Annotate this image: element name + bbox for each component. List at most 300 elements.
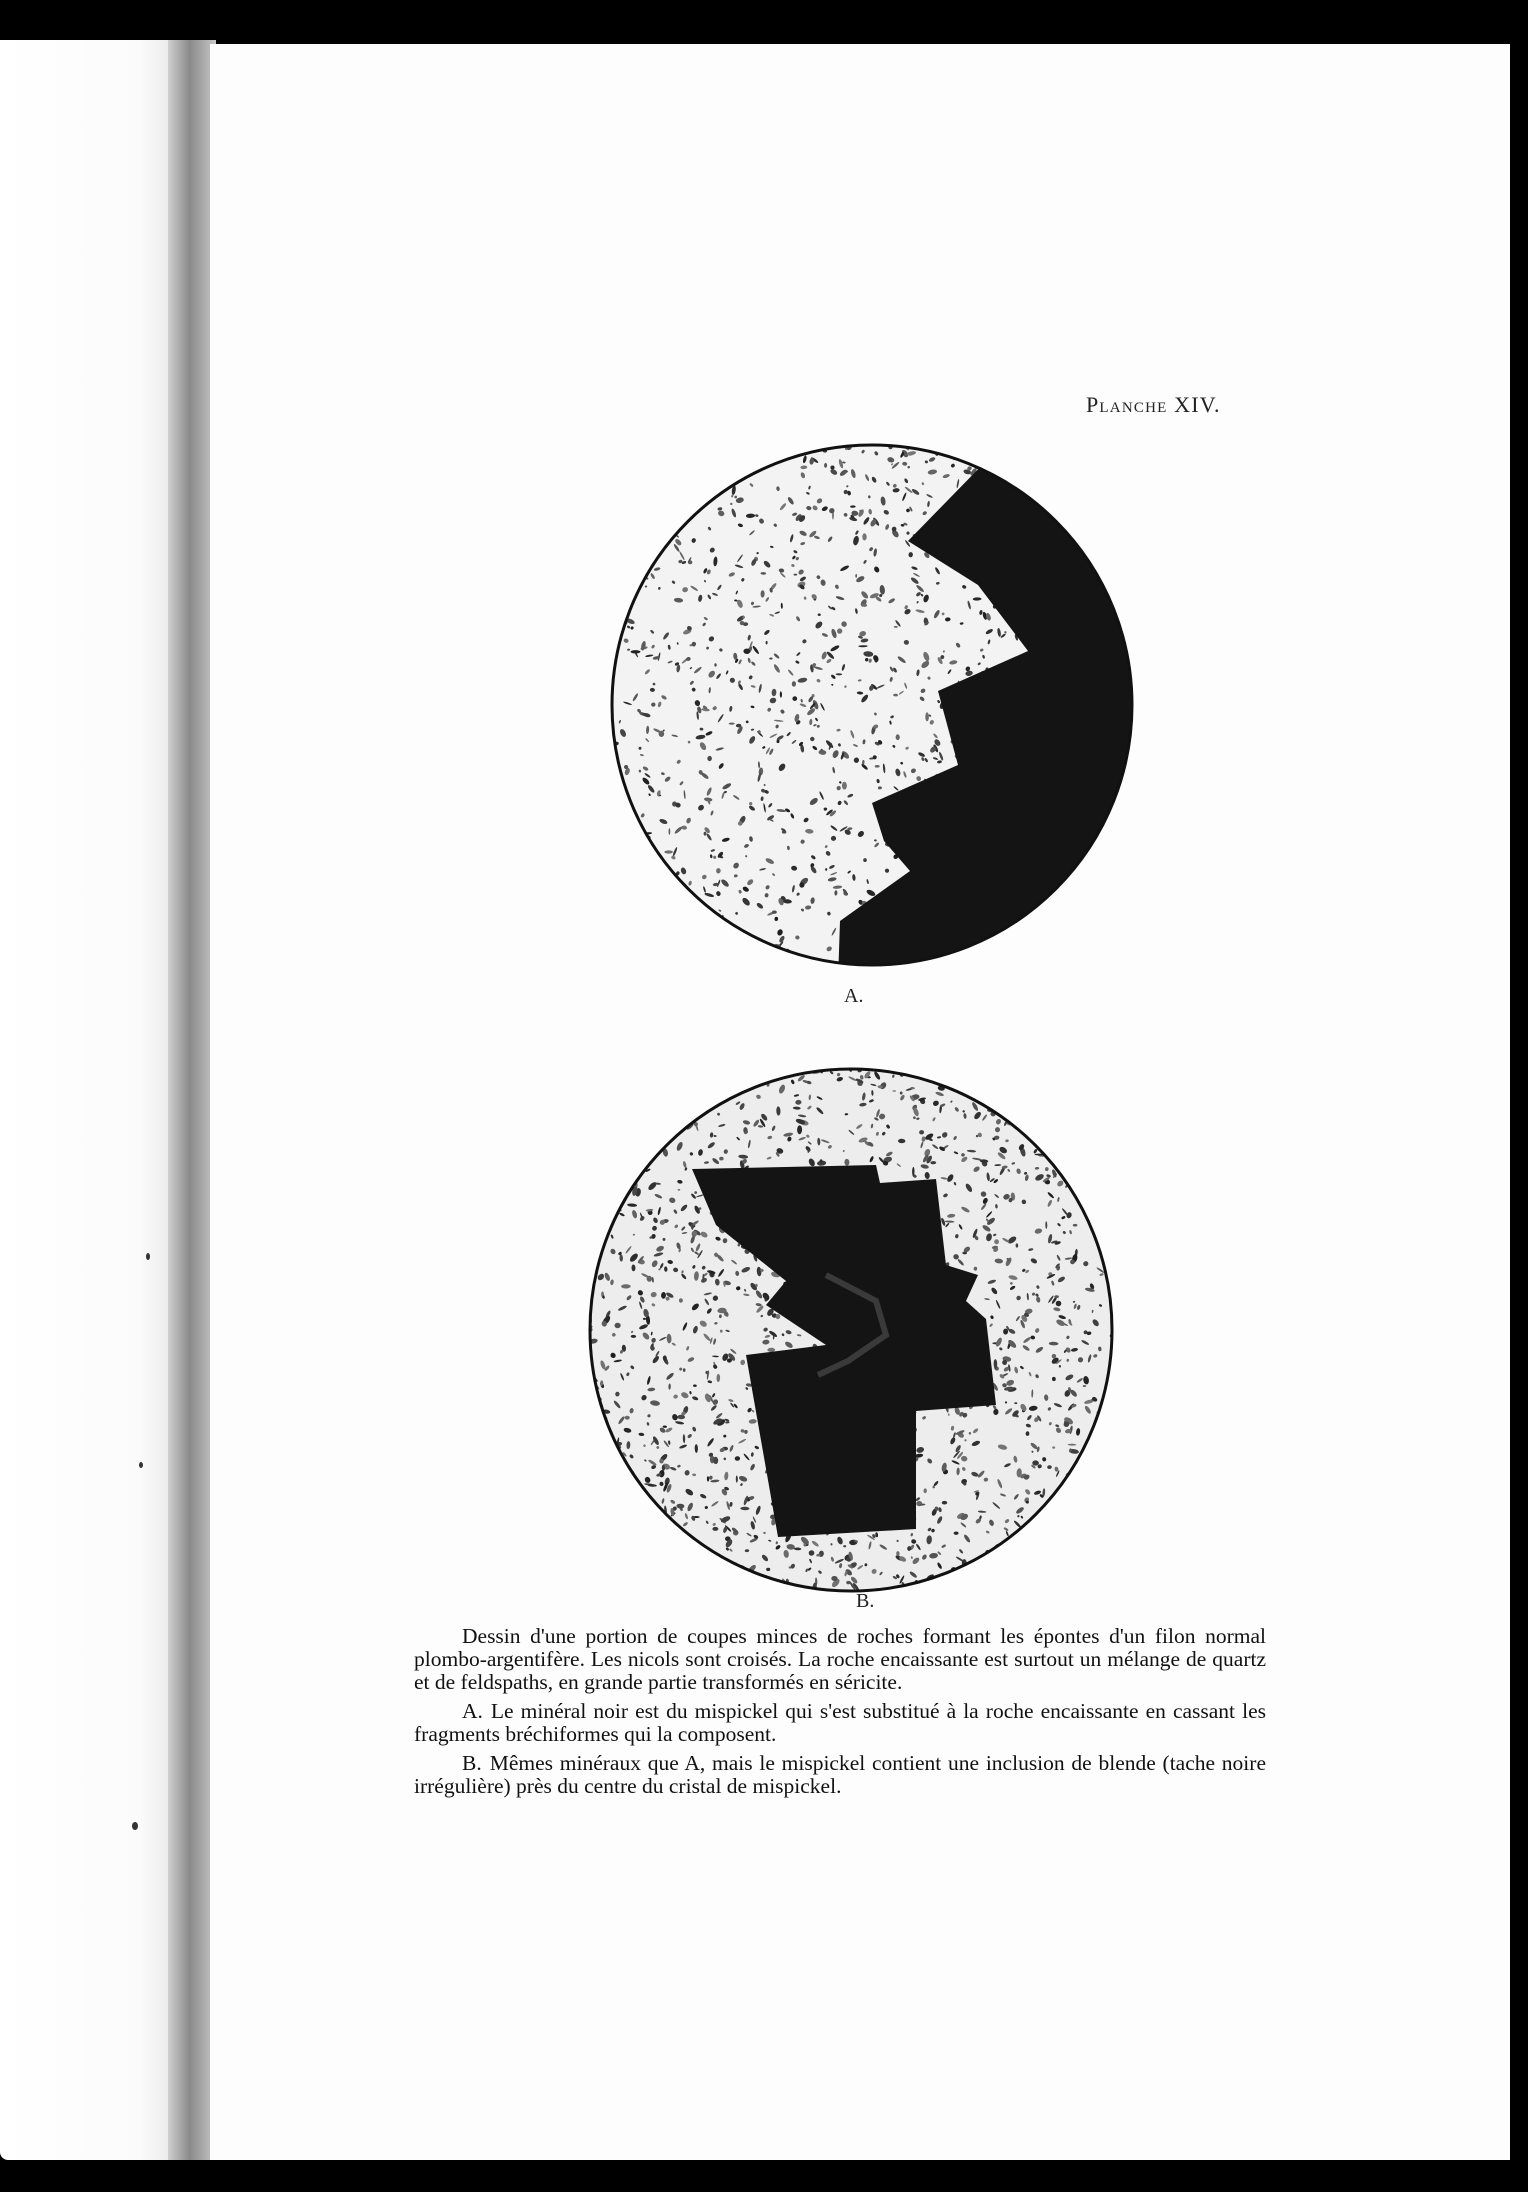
rock-speck (886, 1592, 894, 1595)
rock-speck (1127, 958, 1135, 965)
rock-speck (1071, 932, 1075, 935)
rock-speck (1087, 869, 1095, 876)
rock-speck (1034, 924, 1038, 929)
rock-speck (1024, 1543, 1029, 1549)
rock-speck (628, 525, 636, 529)
page-speck (139, 1462, 143, 1468)
rock-speck (1048, 471, 1054, 476)
rock-speck (745, 959, 748, 961)
rock-speck (675, 1074, 679, 1083)
rock-speck (629, 1158, 636, 1166)
rock-speck (706, 913, 711, 918)
rock-speck (933, 1065, 938, 1071)
plate-caption (414, 1625, 1266, 1804)
rock-speck (1068, 1506, 1074, 1512)
rock-speck (1120, 934, 1129, 939)
rock-speck (614, 893, 621, 901)
rock-speck (1072, 1471, 1082, 1479)
rock-speck (611, 1206, 616, 1210)
rock-speck (621, 1494, 626, 1501)
rock-speck (711, 1087, 720, 1098)
rock-speck (608, 451, 611, 456)
rock-speck (1074, 1474, 1081, 1481)
rock-speck (590, 1519, 599, 1522)
rock-speck (616, 1510, 620, 1516)
rock-speck (1095, 458, 1101, 464)
rock-speck (1133, 642, 1136, 646)
rock-speck (1124, 858, 1128, 863)
rock-speck (590, 1198, 596, 1205)
rock-speck (613, 1186, 622, 1190)
rock-speck (651, 532, 656, 534)
rock-speck (640, 1576, 645, 1581)
rock-speck (1065, 1139, 1071, 1145)
rock-speck (680, 1097, 685, 1102)
rock-speck (596, 1436, 606, 1442)
rock-speck (629, 565, 635, 575)
rock-speck (662, 898, 671, 908)
rock-speck (1077, 466, 1085, 474)
rock-speck (1034, 1133, 1040, 1137)
rock-speck (1107, 1194, 1112, 1202)
rock-speck (1093, 1527, 1097, 1530)
rock-speck (748, 1074, 758, 1079)
rock-speck (1079, 883, 1087, 890)
rock-speck (1096, 1123, 1101, 1129)
rock-speck (615, 1549, 619, 1558)
rock-speck (667, 510, 673, 516)
rock-speck (1045, 1539, 1050, 1544)
rock-speck (957, 1082, 962, 1088)
rock-speck (1097, 1168, 1108, 1178)
rock-speck (919, 1130, 924, 1134)
rock-speck (600, 1112, 602, 1117)
rock-speck (645, 1089, 652, 1094)
rock-speck (627, 499, 631, 503)
rock-speck (1118, 853, 1126, 861)
rock-speck (675, 503, 681, 510)
rock-speck (1033, 441, 1039, 445)
rock-speck (1107, 856, 1111, 859)
rock-speck (681, 925, 685, 929)
rock-speck (642, 507, 645, 512)
rock-speck (1121, 471, 1125, 474)
rock-speck (650, 1504, 654, 1507)
rock-speck (1059, 1103, 1063, 1106)
rock-speck (629, 1169, 635, 1175)
rock-speck (1073, 1224, 1078, 1227)
rock-speck (674, 963, 683, 969)
rock-speck (1102, 472, 1108, 478)
rock-speck (673, 1097, 680, 1106)
rock-speck (641, 561, 644, 565)
rock-speck (1105, 1150, 1113, 1159)
rock-speck (1082, 1123, 1091, 1130)
rock-speck (612, 525, 616, 535)
rock-speck (1080, 1506, 1087, 1510)
rock-speck (625, 495, 631, 501)
rock-speck (1099, 1148, 1107, 1156)
rock-speck (1106, 542, 1110, 546)
rock-speck (1038, 497, 1046, 504)
rock-speck (1047, 1591, 1052, 1595)
rock-speck (707, 959, 711, 967)
rock-speck (619, 1142, 625, 1150)
rock-speck (760, 444, 766, 450)
rock-speck (714, 953, 718, 958)
rock-speck (1078, 1173, 1082, 1177)
rock-speck (657, 1591, 663, 1595)
rock-speck (1115, 565, 1123, 575)
rock-speck (1066, 1580, 1072, 1585)
rock-speck (793, 444, 804, 454)
rock-speck (606, 1535, 613, 1543)
rock-speck (681, 1573, 686, 1579)
rock-speck (682, 1103, 687, 1109)
rock-speck (1087, 1449, 1092, 1454)
caption-item-a-label: A. (462, 1699, 483, 1723)
rock-speck (698, 1099, 702, 1109)
rock-speck (614, 1181, 620, 1188)
rock-speck (734, 1588, 743, 1593)
rock-speck (586, 1485, 592, 1491)
rock-speck (587, 1258, 592, 1264)
rock-speck (1087, 1084, 1097, 1093)
rock-speck (650, 1116, 654, 1120)
rock-speck (1087, 549, 1096, 554)
rock-speck (1072, 924, 1076, 927)
rock-speck (634, 1130, 643, 1138)
rock-speck (670, 519, 676, 525)
rock-speck (945, 963, 952, 969)
rock-speck (681, 1588, 688, 1592)
rock-speck (718, 952, 721, 956)
rock-speck (1101, 1555, 1106, 1561)
rock-speck (603, 1510, 608, 1516)
rock-speck (1070, 916, 1081, 924)
rock-speck (793, 1588, 800, 1595)
rock-speck (1104, 1544, 1111, 1553)
rock-speck (656, 860, 661, 864)
rock-speck (660, 920, 666, 926)
rock-speck (634, 1075, 644, 1085)
rock-speck (1023, 1528, 1028, 1533)
rock-speck (1025, 1125, 1029, 1135)
rock-speck (1114, 1151, 1116, 1154)
rock-speck (588, 1097, 591, 1101)
rock-speck (1092, 1503, 1100, 1513)
rock-speck (743, 1591, 749, 1595)
rock-speck (768, 449, 776, 458)
rock-speck (619, 1566, 623, 1570)
rock-speck (609, 458, 613, 462)
rock-speck (682, 470, 687, 473)
rock-speck (1055, 1075, 1064, 1079)
rock-speck (1044, 471, 1050, 475)
rock-speck (1019, 460, 1025, 465)
rock-speck (663, 1560, 666, 1568)
rock-speck (625, 564, 630, 569)
rock-speck (1013, 1098, 1017, 1105)
caption-intro: Dessin d'une portion de coupes minces de roches formant les épontes d'un filon normal plombo-argentifère. Les nicols sont croisés. La roche encaissante est surtout un mélange de quartz et de feldspaths, en grande partie transformés en séricite. (414, 1624, 1266, 1694)
rock-speck (1097, 1507, 1103, 1514)
rock-speck (1098, 453, 1101, 457)
rock-speck (624, 1149, 629, 1153)
rock-speck (629, 1132, 635, 1137)
rock-speck (1123, 852, 1133, 856)
rock-speck (669, 1091, 679, 1095)
rock-speck (628, 1497, 634, 1504)
rock-speck (722, 936, 727, 942)
rock-speck (608, 472, 614, 481)
rock-speck (1068, 903, 1076, 910)
rock-speck (599, 1230, 605, 1237)
rock-speck (1083, 1108, 1086, 1110)
rock-speck (987, 1553, 996, 1563)
rock-speck (599, 1201, 601, 1207)
figure-b-thin-section (586, 1065, 1116, 1595)
rock-speck (738, 1588, 747, 1593)
rock-speck (652, 894, 660, 898)
rock-speck (1016, 1110, 1021, 1116)
rock-speck (674, 1074, 679, 1080)
rock-speck (611, 1099, 616, 1105)
rock-speck (625, 1531, 628, 1534)
rock-speck (613, 928, 623, 937)
rock-speck (766, 1568, 770, 1571)
rock-speck (656, 1137, 663, 1143)
rock-speck (1077, 459, 1086, 462)
rock-speck (773, 1587, 781, 1594)
caption-item-b-text: Mêmes minéraux que A, mais le mispickel contient une inclusion de blende (tache noire irrégulière) près du centre du cristal de mispickel. (414, 1751, 1266, 1798)
rock-speck (621, 1141, 628, 1149)
rock-speck (586, 1253, 590, 1262)
rock-speck (1049, 956, 1053, 961)
rock-speck (635, 1084, 639, 1088)
rock-speck (620, 611, 623, 619)
rock-speck (683, 493, 694, 502)
rock-speck (671, 940, 679, 945)
rock-speck (1113, 1403, 1116, 1408)
rock-speck (1085, 902, 1090, 907)
rock-speck (1065, 1501, 1074, 1508)
rock-speck (957, 442, 962, 448)
rock-speck (631, 514, 635, 518)
rock-speck (1041, 1108, 1045, 1112)
rock-speck (657, 942, 661, 947)
rock-speck (730, 503, 732, 505)
rock-speck (785, 957, 790, 962)
rock-speck (1050, 1085, 1057, 1096)
rock-speck (1066, 896, 1073, 903)
rock-speck (589, 1281, 592, 1287)
rock-speck (590, 1164, 595, 1169)
rock-speck (609, 878, 617, 885)
rock-speck (668, 961, 674, 963)
rock-speck (1027, 1069, 1031, 1072)
rock-speck (1045, 1081, 1053, 1089)
rock-speck (1076, 1160, 1079, 1167)
rock-speck (1050, 497, 1053, 500)
rock-speck (610, 794, 614, 797)
rock-speck (1053, 1564, 1056, 1568)
rock-speck (624, 595, 629, 600)
rock-speck (613, 781, 623, 786)
rock-speck (1084, 1167, 1094, 1176)
rock-speck (1083, 517, 1087, 521)
rock-speck (719, 1157, 723, 1161)
rock-speck (1093, 1183, 1101, 1193)
rock-speck (726, 1075, 730, 1079)
rock-speck (1110, 876, 1114, 882)
rock-speck (607, 1136, 613, 1141)
rock-speck (977, 1563, 984, 1567)
rock-speck (617, 498, 621, 502)
rock-speck (1080, 1482, 1087, 1489)
rock-speck (660, 1096, 665, 1100)
rock-speck (754, 1576, 763, 1582)
rock-speck (636, 1088, 641, 1094)
rock-speck (1061, 1553, 1068, 1560)
rock-speck (591, 1383, 594, 1386)
rock-speck (1087, 1193, 1092, 1200)
rock-speck (648, 486, 654, 492)
rock-speck (1096, 1141, 1105, 1146)
rock-speck (630, 580, 634, 584)
rock-speck (1055, 493, 1059, 499)
rock-speck (1052, 459, 1063, 468)
rock-speck (594, 1234, 597, 1238)
rock-speck (915, 1070, 920, 1075)
rock-speck (654, 1541, 664, 1551)
rock-speck (1110, 1566, 1116, 1572)
rock-speck (622, 1484, 633, 1493)
rock-speck (652, 917, 659, 921)
rock-speck (1086, 1067, 1093, 1072)
rock-speck (1099, 1476, 1104, 1484)
rock-speck (662, 875, 665, 880)
rock-speck (599, 1068, 605, 1074)
rock-speck (1052, 1080, 1058, 1089)
rock-speck (636, 1568, 641, 1577)
rock-speck (972, 1087, 975, 1091)
rock-speck (641, 552, 647, 562)
rock-speck (621, 1284, 631, 1288)
rock-speck (934, 1587, 939, 1592)
rock-speck (594, 1204, 602, 1211)
rock-speck (598, 1157, 604, 1163)
rock-speck (1015, 445, 1021, 455)
rock-speck (1103, 1170, 1107, 1174)
rock-speck (1005, 1562, 1008, 1567)
rock-speck (615, 541, 621, 546)
rock-speck (1128, 634, 1133, 638)
rock-speck (754, 1076, 759, 1083)
rock-speck (1131, 533, 1136, 542)
rock-speck (629, 1163, 633, 1168)
rock-speck (977, 963, 984, 969)
rock-speck (901, 441, 908, 444)
rock-speck (698, 1582, 706, 1589)
rock-speck (631, 1526, 634, 1533)
rock-speck (726, 1571, 729, 1574)
rock-speck (633, 480, 641, 488)
rock-speck (653, 1110, 656, 1118)
rock-speck (1094, 564, 1097, 566)
rock-speck (1088, 1079, 1098, 1088)
rock-speck (1086, 1492, 1092, 1499)
rock-speck (1111, 857, 1115, 860)
rock-speck (668, 1555, 676, 1561)
rock-speck (631, 864, 639, 874)
rock-speck (745, 445, 750, 448)
rock-speck (647, 1119, 654, 1122)
rock-speck (684, 906, 691, 914)
rock-speck (621, 1538, 623, 1541)
rock-speck (1110, 1515, 1113, 1518)
rock-speck (621, 1572, 624, 1577)
rock-speck (653, 899, 662, 906)
rock-speck (593, 1119, 599, 1125)
rock-speck (1088, 1519, 1092, 1522)
rock-speck (601, 1467, 604, 1471)
rock-speck (1129, 926, 1136, 936)
rock-speck (1133, 458, 1136, 461)
rock-speck (1112, 1414, 1116, 1421)
rock-speck (1082, 1120, 1088, 1125)
rock-speck (601, 1499, 604, 1506)
rock-speck (1070, 473, 1078, 480)
rock-speck (594, 1183, 602, 1191)
rock-speck (586, 1171, 592, 1181)
rock-speck (1097, 867, 1102, 872)
rock-speck (988, 1067, 994, 1077)
rock-speck (692, 495, 697, 500)
rock-speck (737, 1074, 743, 1080)
rock-speck (1053, 1102, 1064, 1111)
rock-speck (679, 1108, 687, 1116)
rock-speck (975, 454, 985, 464)
rock-speck (591, 1579, 595, 1586)
rock-speck (644, 1125, 653, 1129)
rock-speck (1097, 1113, 1102, 1120)
rock-speck (1088, 537, 1095, 542)
rock-speck (1032, 1126, 1038, 1131)
rock-speck (633, 1144, 643, 1149)
rock-speck (990, 1085, 1000, 1089)
rock-speck (643, 942, 652, 949)
rock-speck (1030, 1113, 1033, 1116)
rock-speck (1107, 1235, 1113, 1241)
rock-speck (621, 916, 626, 919)
rock-speck (608, 942, 610, 945)
rock-speck (586, 1142, 589, 1151)
rock-speck (971, 1065, 976, 1069)
rock-speck (755, 964, 761, 969)
rock-speck (632, 1590, 636, 1594)
rock-speck (1097, 943, 1100, 947)
rock-speck (1087, 1476, 1095, 1483)
rock-speck (692, 1545, 698, 1551)
rock-speck (983, 463, 986, 466)
rock-speck (1095, 504, 1102, 512)
rock-speck (631, 650, 641, 653)
rock-speck (587, 1215, 594, 1222)
rock-speck (620, 936, 624, 939)
rock-speck (609, 554, 614, 558)
rock-speck (1103, 1068, 1110, 1076)
rock-speck (688, 1548, 691, 1554)
